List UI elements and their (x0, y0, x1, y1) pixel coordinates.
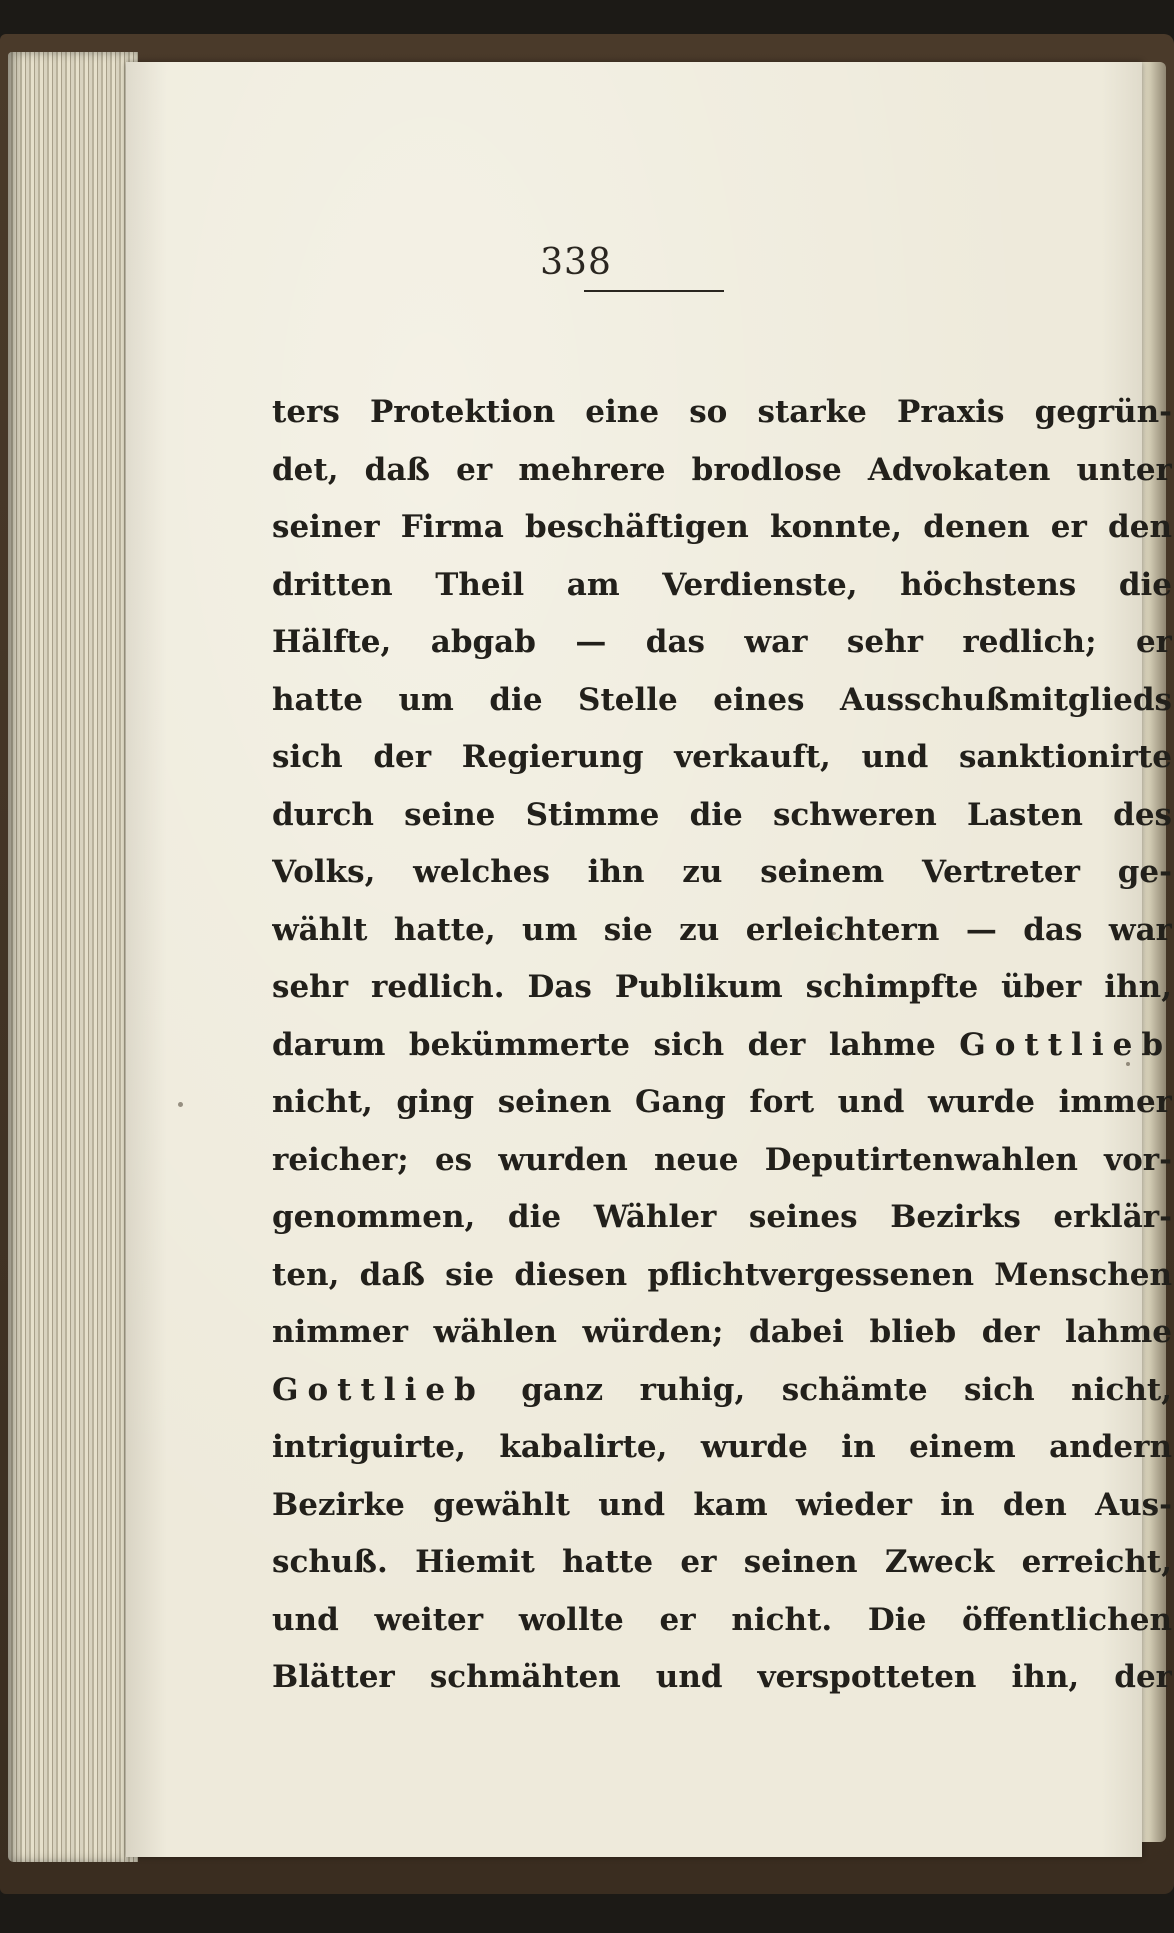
text-line (272, 729, 1172, 787)
text-line (272, 1534, 1172, 1592)
text-line (272, 959, 1172, 1017)
line-text: Blätter schmähten und verspotteten ihn, der (272, 1659, 1172, 1695)
body-text (272, 384, 1172, 1707)
line-text: dritten Theil am Verdienste, höchstens die (272, 566, 1172, 603)
page-number: 338 (540, 242, 612, 283)
text-line (272, 844, 1172, 902)
line-text: Volks, welches ihn zu seinem Vertreter ge- (272, 854, 1172, 890)
line-text: ganz ruhig, schämte sich nicht, (484, 1371, 1172, 1408)
text-line (272, 499, 1172, 557)
text-line (272, 1247, 1172, 1305)
text-line (272, 384, 1172, 442)
text-line (272, 1649, 1172, 1707)
text-line (272, 787, 1172, 845)
name-gottlieb-spaced: Gottlieb (959, 1026, 1172, 1063)
line-text: ten, daß sie diesen pflichtvergessenen Menschen (272, 1256, 1172, 1293)
book-page (126, 62, 1172, 1857)
line-text: durch seine Stimme die schweren Lasten des (272, 796, 1172, 833)
text-line (272, 672, 1172, 730)
line-text: nicht, ging seinen Gang fort und wurde immer (272, 1084, 1172, 1120)
line-text: Hälfte, abgab — das war sehr redlich; er (272, 624, 1172, 660)
line-text: schuß. Hiemit hatte er seinen Zweck erreicht, (272, 1544, 1172, 1580)
page-edges (8, 52, 138, 1862)
line-text: und weiter wollte er nicht. Die öffentlichen (272, 1601, 1172, 1638)
text-line (272, 1304, 1172, 1362)
text-line (272, 1017, 1172, 1075)
line-text: reicher; es wurden neue Deputirtenwahlen vor- (272, 1141, 1172, 1178)
line-text: intriguirte, kabalirte, wurde in einem andern (272, 1429, 1172, 1465)
text-line (272, 902, 1172, 960)
page-number-rule (584, 290, 724, 292)
line-text: hatte um die Stelle eines Ausschußmitglieds (272, 681, 1172, 718)
line-text: nimmer wählen würden; dabei blieb der lahme (272, 1314, 1172, 1350)
text-line (272, 1189, 1172, 1247)
line-text: darum bekümmerte sich der lahme (272, 1026, 960, 1063)
text-line (272, 1074, 1172, 1132)
ink-speck (178, 1102, 183, 1107)
text-line (272, 442, 1172, 500)
line-text: det, daß er mehrere brodlose Advokaten unter (272, 451, 1172, 488)
line-text: seiner Firma beschäftigen konnte, denen er den (272, 509, 1172, 545)
line-text: ters Protektion eine so starke Praxis gegrün- (272, 394, 1172, 430)
text-line (272, 1477, 1172, 1535)
text-line (272, 1592, 1172, 1650)
name-gottlieb-spaced: Gottlieb (272, 1371, 485, 1408)
line-text: sich der Regierung verkauft, und sanktionirte (272, 739, 1172, 775)
line-text: wählt hatte, um sie zu erleichtern — das war (272, 911, 1172, 948)
text-line (272, 557, 1172, 615)
line-text: Bezirke gewählt und kam wieder in den Aus- (272, 1486, 1172, 1523)
line-text: sehr redlich. Das Publikum schimpfte über ihn, (272, 969, 1172, 1005)
text-line (272, 1419, 1172, 1477)
line-text: genommen, die Wähler seines Bezirks erklär- (272, 1199, 1172, 1235)
text-line (272, 1132, 1172, 1190)
text-line (272, 1362, 1172, 1420)
text-line (272, 614, 1172, 672)
